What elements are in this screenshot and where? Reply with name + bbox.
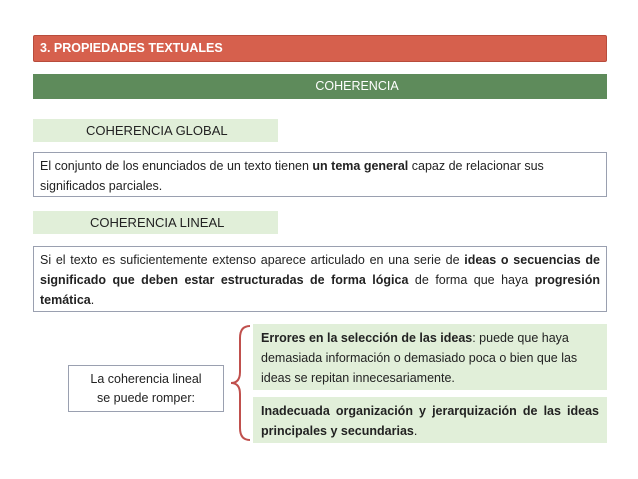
lineal-text-2: de forma que haya [408,273,535,287]
ruptura-label-box [68,365,224,412]
global-text-after: capaz de relacionar sus significados parciales. [40,159,544,193]
global-definition [33,152,607,197]
global-text-bold: un tema general [312,159,409,173]
slide-title-text: 3. PROPIEDADES TEXTUALES [40,41,223,55]
lineal-text-bold-2: progresión temática [40,273,600,307]
error-selection-note [253,324,607,390]
lineal-text-3: . [90,293,95,307]
bracket-path [231,326,250,440]
lineal-label [33,211,278,234]
lineal-definition [33,246,607,312]
global-label [33,119,278,142]
error2-bold: Inadecuada organización y jerarquización de las ideas principales y secundarias [261,404,599,438]
error-organization-note [253,397,607,443]
ruptura-label-line2: se puede romper: [97,391,195,405]
lineal-text-1: Si el texto es suficientemente extenso aparece articulado en una serie de [40,253,465,267]
section-header-text: COHERENCIA [315,79,399,93]
error1-text: : puede que haya demasiada información o demasiado poca o bien que las ideas se repitan innecesariamente. [261,331,578,385]
error1-bold: Errores en la selección de las ideas [261,331,473,345]
lineal-text-bold-1: ideas o secuencias de significado que deben estar estructuradas de forma lógica [40,253,601,287]
section-header [33,74,607,99]
global-text-before: El conjunto de los enunciados de un texto tienen [40,159,313,173]
error2-text: . [413,424,418,438]
ruptura-label-line1: La coherencia lineal [90,372,202,386]
slide-title [33,35,607,62]
lineal-label-text: COHERENCIA LINEAL [90,215,225,230]
global-label-text: COHERENCIA GLOBAL [86,123,228,138]
